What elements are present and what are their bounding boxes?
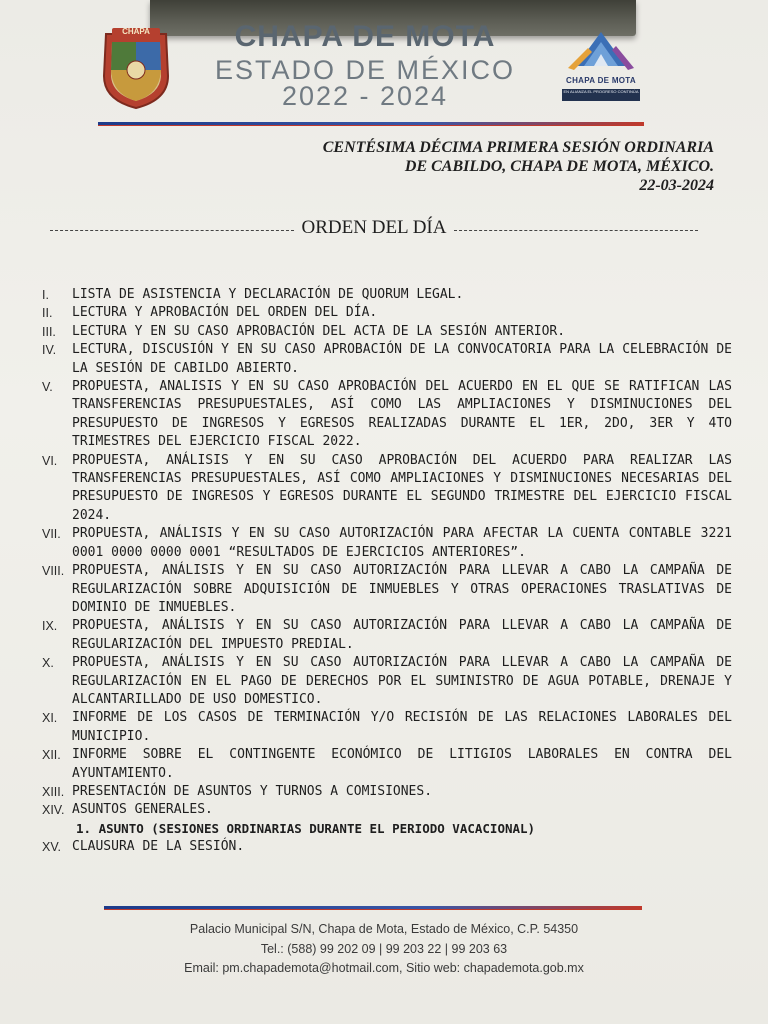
agenda-number: IV. xyxy=(42,343,57,358)
orden-del-dia-heading xyxy=(50,216,698,240)
heading-dash-right xyxy=(454,230,698,231)
agenda-text: LISTA DE ASISTENCIA Y DECLARACIÓN DE QUORUM LEGAL. xyxy=(72,287,464,302)
agenda-number: XI. xyxy=(42,711,58,726)
agenda-item xyxy=(42,525,732,562)
agenda-item xyxy=(42,746,732,783)
heading-dash-left xyxy=(50,230,294,231)
footer-address: Palacio Municipal S/N, Chapa de Mota, Estado de México, C.P. 54350 xyxy=(189,922,579,936)
agenda-item xyxy=(42,838,732,856)
agenda-number: V. xyxy=(42,380,53,395)
agenda-number: III. xyxy=(42,324,56,339)
agenda-text: LECTURA, DISCUSIÓN Y EN SU CASO APROBACIÓN DE LA CONVOCATORIA PARA LA CELEBRACIÓN DE LA SESIÓN DE CABILDO ABIERTO. xyxy=(72,342,732,376)
agenda-text: PROPUESTA, ANÁLISIS Y EN SU CASO AUTORIZACIÓN PARA AFECTAR LA CUENTA CONTABLE 3221 0001 0000 0000 0001 “RESULTADOS DE EJERCICIOS ANTERIORES”. xyxy=(72,526,732,560)
agenda-number: VII. xyxy=(42,527,61,542)
agenda-text: PROPUESTA, ANÁLISIS Y EN SU CASO AUTORIZACIÓN PARA LLEVAR A CABO LA CAMPAÑA DE REGULARIZACIÓN DEL IMPUESTO PREDIAL. xyxy=(72,618,732,652)
header-estado: ESTADO DE MÉXICO xyxy=(214,55,516,85)
session-line-2: DE CABILDO, CHAPA DE MOTA, MÉXICO. xyxy=(404,158,714,175)
agenda-item xyxy=(42,617,732,654)
session-heading xyxy=(323,138,714,195)
agenda-text: ASUNTOS GENERALES. xyxy=(72,802,213,818)
agenda-item xyxy=(42,304,732,322)
footer xyxy=(104,920,664,979)
agenda-number: IX. xyxy=(42,619,58,634)
agenda-text: PROPUESTA, ANALISIS Y EN SU CASO APROBACIÓN DEL ACUERDO EN EL QUE SE RATIFICAN LAS TRANSFERENCIAS PRESUPUESTALES, ASÍ COMO LAS AMPLIACIONES Y DISMINUCIONES DEL PRESUPUESTO DE INGRESOS Y EGRESOS REALIZADAS DURANTE EL 1ER, 2DO, 3ER Y 4TO TRIMESTRES DEL EJERCICIO FISCAL 2022. xyxy=(72,379,732,450)
agenda-number: XIII. xyxy=(42,784,65,799)
agenda-text: CLAUSURA DE LA SESIÓN. xyxy=(72,839,245,855)
agenda-item xyxy=(42,452,732,526)
agenda-item xyxy=(42,378,732,452)
header-periodo: 2022 - 2024 xyxy=(281,81,449,111)
logo-tagline: EN ALIANZA EL PROGRESO CONTINÚA xyxy=(562,89,640,101)
sub-item-number: 1. xyxy=(76,820,92,836)
logo-name: CHAPA DE MOTA xyxy=(566,76,636,85)
agenda-item xyxy=(42,654,732,709)
footer-contact: Email: pm.chapademota@hotmail.com, Sitio web: chapademota.gob.mx xyxy=(184,961,584,975)
agenda-item xyxy=(42,286,732,304)
agenda-item xyxy=(42,783,732,801)
header-municipio: CHAPA DE MOTA xyxy=(234,20,496,53)
agenda-number: XII. xyxy=(42,748,61,763)
agenda-number: II. xyxy=(42,306,53,321)
header-divider-accent xyxy=(98,125,644,126)
orden-del-dia-title: ORDEN DEL DÍA xyxy=(301,217,447,238)
agenda-text: PROPUESTA, ANÁLISIS Y EN SU CASO AUTORIZACIÓN PARA LLEVAR A CABO LA CAMPAÑA DE REGULARIZACIÓN EN EL PAGO DE DERECHOS POR EL SUMINISTRO DE AGUA POTABLE, DRENAJE Y ALCANTARILLADO DE USO DOMESTICO. xyxy=(72,655,732,707)
agenda-item xyxy=(42,709,732,746)
agenda-number: XV. xyxy=(42,840,62,855)
agenda-item xyxy=(42,341,732,378)
agenda-item xyxy=(42,323,732,341)
agenda-text: PRESENTACIÓN DE ASUNTOS Y TURNOS A COMISIONES. xyxy=(72,783,433,799)
session-date: 22-03-2024 xyxy=(639,177,714,194)
agenda-item xyxy=(42,562,732,617)
agenda-text: PROPUESTA, ANÁLISIS Y EN SU CASO APROBACIÓN DEL ACUERDO PARA REALIZAR LAS TRANSFERENCIAS PRESUPUESTALES, ASÍ COMO AMPLIACIONES Y DISMINUCIONES NECESARIAS DEL PRESUPUESTO DE INGRESOS Y EGRESOS DURANTE EL SEGUNDO TRIMESTRE DEL EJERCICIO FISCAL 2024. xyxy=(72,452,732,523)
agenda-number: VIII. xyxy=(42,564,65,579)
agenda-text: LECTURA Y EN SU CASO APROBACIÓN DEL ACTA DE LA SESIÓN ANTERIOR. xyxy=(72,323,566,339)
agenda-text: INFORME SOBRE EL CONTINGENTE ECONÓMICO DE LITIGIOS LABORALES EN CONTRA DEL AYUNTAMIENTO. xyxy=(72,747,732,781)
agenda-number: XIV. xyxy=(42,803,65,818)
sub-item-text: ASUNTO (SESIONES ORDINARIAS DURANTE EL PERIODO VACACIONAL) xyxy=(98,820,536,836)
agenda-item xyxy=(42,801,732,819)
agenda-sub-item xyxy=(42,820,732,838)
agenda-list xyxy=(42,286,732,857)
seal-label: CHAPA xyxy=(122,27,150,36)
agenda-number: VI. xyxy=(42,453,58,468)
agenda-text: LECTURA Y APROBACIÓN DEL ORDEN DEL DÍA. xyxy=(72,305,378,321)
municipal-seal-icon xyxy=(98,24,174,110)
agenda-number: X. xyxy=(42,656,54,671)
session-line-1: CENTÉSIMA DÉCIMA PRIMERA SESIÓN ORDINARIA xyxy=(322,139,714,156)
footer-phones: Tel.: (588) 99 202 09 | 99 203 22 | 99 203 63 xyxy=(260,941,508,956)
agenda-text: PROPUESTA, ANÁLISIS Y EN SU CASO AUTORIZACIÓN PARA LLEVAR A CABO LA CAMPAÑA DE REGULARIZACIÓN SOBRE ADQUISICIÓN DE INMUEBLES Y OTRAS OPERACIONES TRASLATIVAS DE DOMINIO DE INMUEBLES. xyxy=(72,563,732,615)
agenda-text: INFORME DE LOS CASOS DE TERMINACIÓN Y/O RECISIÓN DE LAS RELACIONES LABORALES DEL MUNICIPIO. xyxy=(72,710,732,744)
agenda-number: I. xyxy=(42,288,49,302)
footer-divider-accent xyxy=(104,909,642,910)
